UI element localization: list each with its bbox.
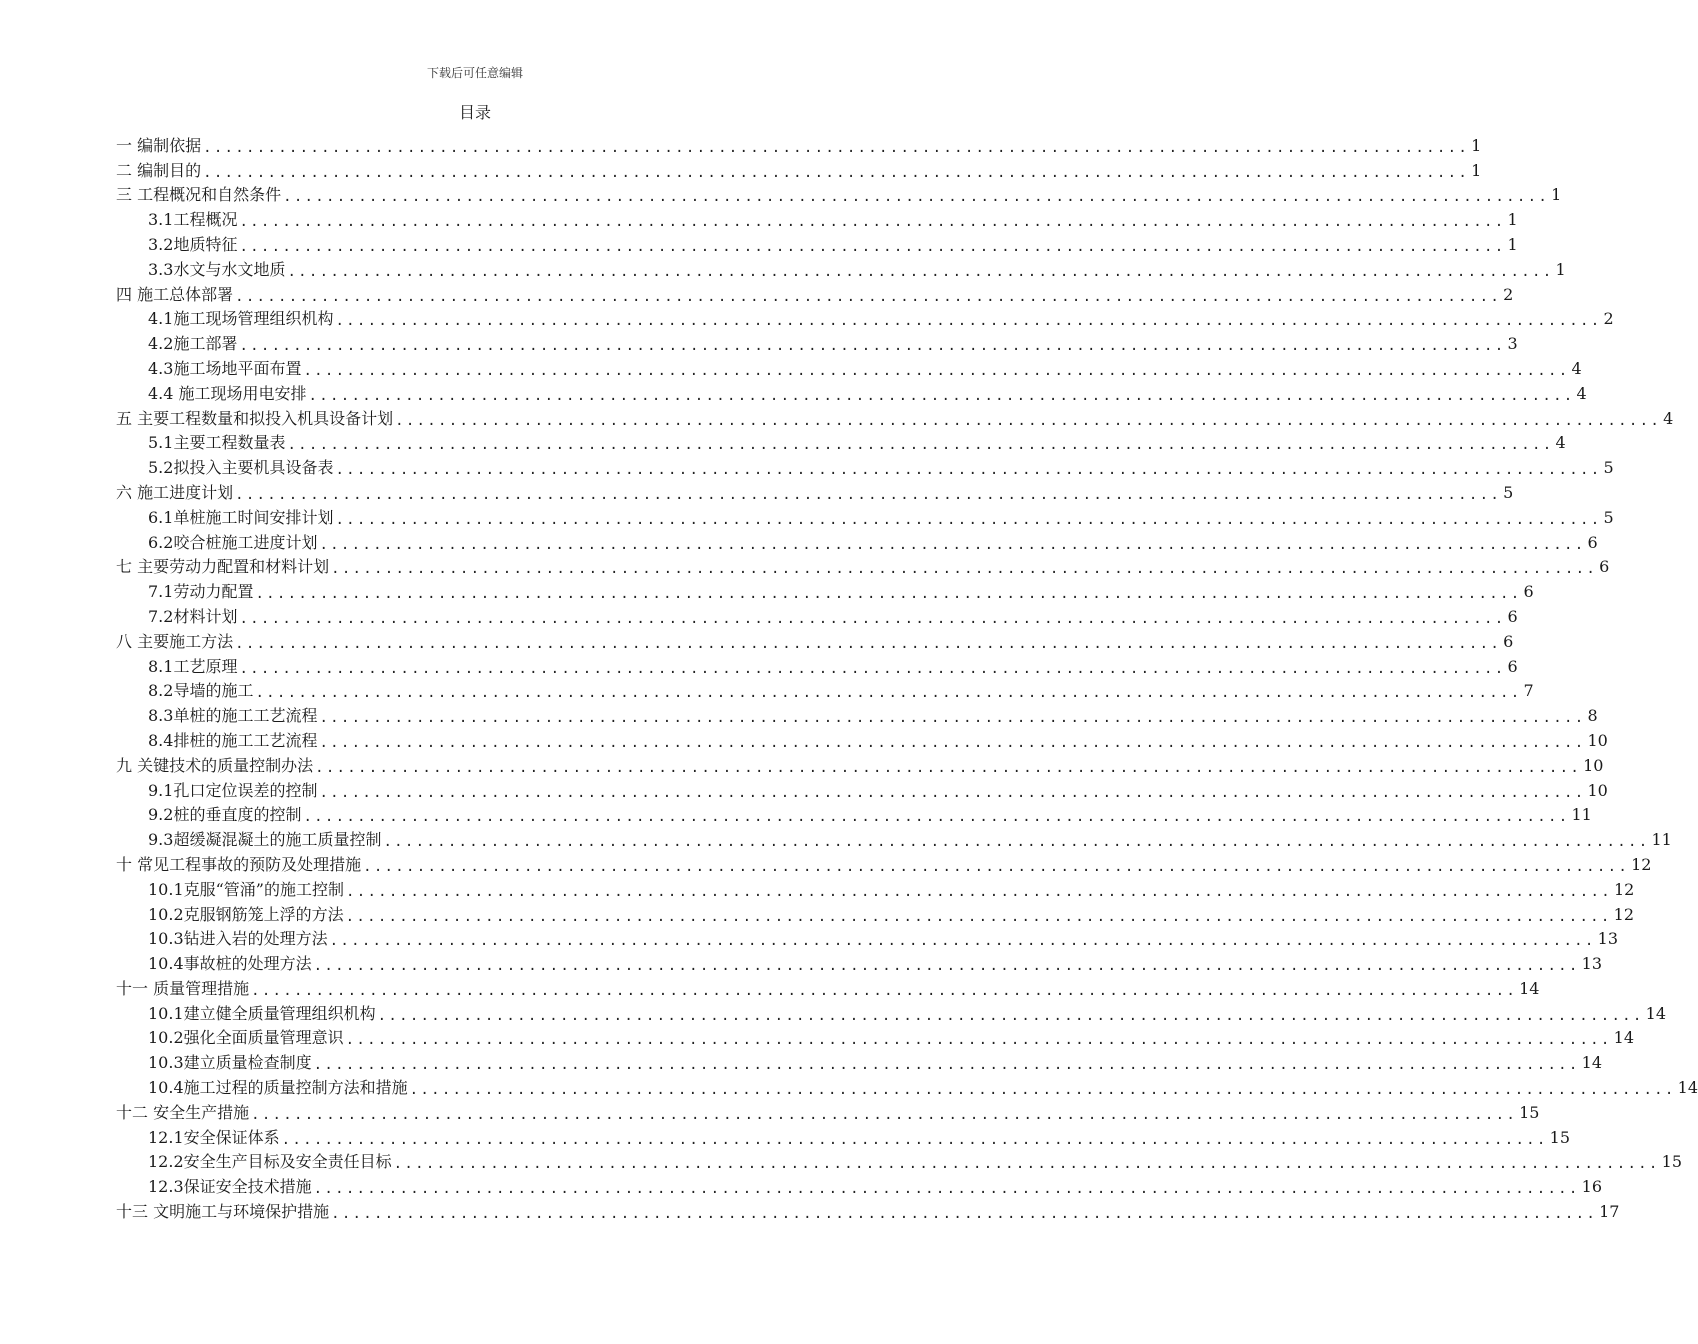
toc-entry[interactable] xyxy=(116,183,1562,208)
toc-entry-page: 4 xyxy=(1576,383,1587,403)
toc-leader-dots: ...................................................................................................................... xyxy=(319,734,1586,751)
toc-entry-title: 七 主要劳动力配置和材料计划 xyxy=(116,557,330,577)
toc-entry-page: 10 xyxy=(1583,755,1604,775)
toc-leader-dots: ...................................................................................................................... xyxy=(203,139,1470,156)
toc-entry-title: 10.4施工过程的质量控制方法和措施 xyxy=(148,1078,408,1098)
toc-leader-dots: ...................................................................................................................... xyxy=(329,933,1596,950)
toc-entry[interactable] xyxy=(116,1125,1570,1150)
toc-leader-dots: ...................................................................................................................... xyxy=(203,164,1470,181)
toc-entry-page: 10 xyxy=(1587,730,1608,750)
page-header: 下载后可任意编辑 xyxy=(426,66,523,80)
toc-entry-page: 17 xyxy=(1599,1202,1620,1222)
toc-leader-dots: ...................................................................................................................... xyxy=(315,759,1582,776)
toc-entry-title: 10.1建立健全质量管理组织机构 xyxy=(148,1003,376,1023)
toc-leader-dots: ...................................................................................................................... xyxy=(346,883,1612,900)
toc-entry-title: 8.4排桩的施工工艺流程 xyxy=(148,730,318,750)
toc-entry[interactable] xyxy=(116,1199,1620,1224)
toc-entry[interactable] xyxy=(116,480,1514,505)
toc-entry-page: 10 xyxy=(1587,780,1608,800)
toc-entry-title: 10.3建立质量检查制度 xyxy=(148,1053,312,1073)
toc-entry-title: 四 施工总体部署 xyxy=(116,284,234,304)
toc-entry[interactable] xyxy=(116,1050,1602,1075)
toc-entry[interactable] xyxy=(116,1174,1602,1199)
toc-leader-dots: ...................................................................................................................... xyxy=(255,685,1522,702)
toc-leader-dots: ...................................................................................................................... xyxy=(319,710,1586,727)
toc-entry-title: 一 编制依据 xyxy=(116,135,202,155)
toc-entry-page: 11 xyxy=(1651,830,1672,850)
toc-leader-dots: ...................................................................................................................... xyxy=(251,1106,1518,1123)
toc-leader-dots: ...................................................................................................................... xyxy=(239,660,1506,677)
toc-entry[interactable] xyxy=(116,604,1518,629)
toc-list xyxy=(116,133,1698,1224)
toc-entry[interactable] xyxy=(116,951,1602,976)
toc-entry-title: 六 施工进度计划 xyxy=(116,482,234,502)
toc-leader-dots: ...................................................................................................................... xyxy=(313,958,1580,975)
toc-entry-title: 5.1主要工程数量表 xyxy=(148,433,286,453)
toc-entry-title: 10.4事故桩的处理方法 xyxy=(148,954,312,974)
toc-entry-page: 13 xyxy=(1597,929,1618,949)
toc-entry-page: 14 xyxy=(1519,978,1540,998)
toc-entry-page: 4 xyxy=(1555,433,1566,453)
toc-leader-dots: ...................................................................................................................... xyxy=(283,189,1550,206)
toc-entry-page: 6 xyxy=(1587,532,1598,552)
toc-entry-page: 1 xyxy=(1471,160,1482,180)
toc-entry-title: 8.3单桩的施工工艺流程 xyxy=(148,706,318,726)
toc-entry-page: 13 xyxy=(1581,954,1602,974)
toc-entry-page: 15 xyxy=(1519,1102,1540,1122)
toc-entry[interactable] xyxy=(116,530,1598,555)
toc-entry-page: 1 xyxy=(1507,210,1518,230)
toc-entry-page: 4 xyxy=(1571,358,1582,378)
toc-leader-dots: ...................................................................................................................... xyxy=(393,1156,1660,1173)
toc-entry-page: 1 xyxy=(1507,234,1518,254)
toc-entry-page: 12 xyxy=(1631,854,1652,874)
toc-entry[interactable] xyxy=(116,1001,1666,1026)
toc-entry[interactable] xyxy=(116,232,1518,257)
toc-entry[interactable] xyxy=(116,803,1592,828)
toc-leader-dots: ...................................................................................................................... xyxy=(331,561,1598,578)
toc-entry-title: 4.3施工场地平面布置 xyxy=(148,358,302,378)
toc-entry-page: 11 xyxy=(1571,805,1592,825)
toc-leader-dots: ...................................................................................................................... xyxy=(235,635,1502,652)
toc-leader-dots: ...................................................................................................................... xyxy=(239,238,1506,255)
toc-entry-title: 五 主要工程数量和拟投入机具设备计划 xyxy=(116,408,394,428)
toc-entry-page: 14 xyxy=(1677,1078,1698,1098)
toc-entry-page: 1 xyxy=(1555,259,1566,279)
toc-leader-dots: ...................................................................................................................... xyxy=(287,263,1554,280)
toc-entry[interactable] xyxy=(116,827,1672,852)
toc-leader-dots: ...................................................................................................................... xyxy=(395,412,1662,429)
toc-entry[interactable] xyxy=(116,976,1540,1001)
toc-entry-title: 3.1工程概况 xyxy=(148,210,238,230)
toc-entry-title: 10.3钻进入岩的处理方法 xyxy=(148,929,328,949)
toc-entry-title: 10.2克服钢筋笼上浮的方法 xyxy=(148,904,344,924)
toc-entry-title: 12.2安全生产目标及安全责任目标 xyxy=(148,1152,392,1172)
toc-entry-title: 九 关键技术的质量控制办法 xyxy=(116,755,314,775)
toc-entry-title: 三 工程概况和自然条件 xyxy=(116,185,282,205)
toc-leader-dots: ...................................................................................................................... xyxy=(383,834,1650,851)
toc-entry[interactable] xyxy=(116,207,1518,232)
toc-entry-title: 十二 安全生产措施 xyxy=(116,1102,250,1122)
toc-leader-dots: ...................................................................................................................... xyxy=(335,313,1602,330)
toc-entry-title: 10.2强化全面质量管理意识 xyxy=(148,1028,344,1048)
toc-entry-title: 5.2拟投入主要机具设备表 xyxy=(148,458,334,478)
toc-entry[interactable] xyxy=(116,1075,1698,1100)
toc-leader-dots: ...................................................................................................................... xyxy=(235,486,1502,503)
toc-leader-dots: ...................................................................................................................... xyxy=(313,1057,1580,1074)
toc-leader-dots: ...................................................................................................................... xyxy=(239,338,1506,355)
toc-entry[interactable] xyxy=(116,406,1674,431)
toc-entry[interactable] xyxy=(116,431,1566,456)
toc-entry-page: 16 xyxy=(1581,1177,1602,1197)
toc-entry-page: 14 xyxy=(1581,1053,1602,1073)
toc-title: 目录 xyxy=(458,103,491,122)
toc-entry-title: 6.2咬合桩施工进度计划 xyxy=(148,532,318,552)
toc-entry-title: 8.1工艺原理 xyxy=(148,656,238,676)
toc-entry-page: 5 xyxy=(1603,507,1614,527)
toc-entry[interactable] xyxy=(116,133,1482,158)
toc-leader-dots: ...................................................................................................................... xyxy=(235,288,1502,305)
toc-entry-title: 12.3保证安全技术措施 xyxy=(148,1177,312,1197)
toc-entry[interactable] xyxy=(116,505,1614,530)
toc-leader-dots: ...................................................................................................................... xyxy=(363,858,1630,875)
toc-leader-dots: ...................................................................................................................... xyxy=(239,214,1506,231)
toc-entry-title: 12.1安全保证体系 xyxy=(148,1127,280,1147)
toc-entry[interactable] xyxy=(116,927,1618,952)
toc-entry[interactable] xyxy=(116,852,1652,877)
toc-entry-page: 14 xyxy=(1613,1028,1634,1048)
toc-leader-dots: ...................................................................................................................... xyxy=(287,437,1554,454)
toc-leader-dots: ...................................................................................................................... xyxy=(319,536,1586,553)
toc-entry-title: 4.4 施工现场用电安排 xyxy=(148,383,307,403)
toc-leader-dots: ...................................................................................................................... xyxy=(239,610,1506,627)
toc-entry[interactable] xyxy=(116,703,1598,728)
toc-leader-dots: ...................................................................................................................... xyxy=(377,1007,1644,1024)
toc-leader-dots: ...................................................................................................................... xyxy=(281,1131,1548,1148)
toc-leader-dots: ...................................................................................................................... xyxy=(308,387,1575,404)
toc-entry-title: 9.3超缓凝混凝土的施工质量控制 xyxy=(148,830,382,850)
toc-entry-title: 4.2施工部署 xyxy=(148,334,238,354)
toc-entry-page: 6 xyxy=(1523,582,1534,602)
toc-entry[interactable] xyxy=(116,381,1587,406)
toc-entry[interactable] xyxy=(116,778,1608,803)
toc-entry-page: 3 xyxy=(1507,334,1518,354)
toc-leader-dots: ...................................................................................................................... xyxy=(345,1032,1612,1049)
toc-entry[interactable] xyxy=(116,629,1514,654)
toc-leader-dots: ...................................................................................................................... xyxy=(345,908,1612,925)
toc-entry-title: 十三 文明施工与环境保护措施 xyxy=(116,1202,330,1222)
toc-entry-title: 7.2材料计划 xyxy=(148,606,238,626)
toc-leader-dots: ...................................................................................................................... xyxy=(335,511,1602,528)
toc-entry-title: 八 主要施工方法 xyxy=(116,631,234,651)
toc-entry-page: 15 xyxy=(1661,1152,1682,1172)
toc-entry[interactable] xyxy=(116,555,1610,580)
toc-entry[interactable] xyxy=(116,307,1614,332)
toc-entry[interactable] xyxy=(116,331,1518,356)
toc-entry-title: 十 常见工程事故的预防及处理措施 xyxy=(116,854,362,874)
toc-entry-page: 6 xyxy=(1507,656,1518,676)
toc-entry-title: 6.1单桩施工时间安排计划 xyxy=(148,507,334,527)
toc-entry-title: 3.3水文与水文地质 xyxy=(148,259,286,279)
toc-entry[interactable] xyxy=(116,158,1482,183)
toc-entry[interactable] xyxy=(116,1026,1634,1051)
toc-entry-page: 5 xyxy=(1603,458,1614,478)
toc-entry-page: 2 xyxy=(1603,309,1614,329)
toc-entry-page: 12 xyxy=(1614,879,1635,899)
toc-leader-dots: ...................................................................................................................... xyxy=(313,1181,1580,1198)
toc-entry[interactable] xyxy=(116,654,1518,679)
toc-entry[interactable] xyxy=(116,579,1534,604)
toc-entry-page: 4 xyxy=(1663,408,1674,428)
toc-entry-title: 8.2导墙的施工 xyxy=(148,681,254,701)
toc-entry-page: 7 xyxy=(1523,681,1534,701)
toc-entry-title: 4.1施工现场管理组织机构 xyxy=(148,309,334,329)
toc-entry[interactable] xyxy=(116,902,1634,927)
toc-entry-page: 8 xyxy=(1587,706,1598,726)
toc-leader-dots: ...................................................................................................................... xyxy=(335,462,1602,479)
toc-entry-title: 3.2地质特征 xyxy=(148,234,238,254)
toc-entry[interactable] xyxy=(116,679,1534,704)
toc-entry-title: 10.1克服“管涌”的施工控制 xyxy=(148,879,344,899)
toc-entry-page: 1 xyxy=(1471,135,1482,155)
toc-entry[interactable] xyxy=(116,257,1566,282)
toc-entry-title: 十一 质量管理措施 xyxy=(116,978,250,998)
toc-entry-page: 2 xyxy=(1503,284,1514,304)
toc-entry-page: 6 xyxy=(1599,557,1610,577)
toc-entry-page: 15 xyxy=(1549,1127,1570,1147)
toc-entry-page: 6 xyxy=(1507,606,1518,626)
toc-leader-dots: ...................................................................................................................... xyxy=(409,1082,1676,1099)
toc-entry[interactable] xyxy=(116,753,1604,778)
toc-entry[interactable] xyxy=(116,282,1514,307)
toc-entry-title: 二 编制目的 xyxy=(116,160,202,180)
toc-leader-dots: ...................................................................................................................... xyxy=(303,362,1570,379)
toc-leader-dots: ...................................................................................................................... xyxy=(251,982,1518,999)
toc-entry[interactable] xyxy=(116,1150,1682,1175)
toc-entry-title: 9.2桩的垂直度的控制 xyxy=(148,805,302,825)
toc-entry-page: 5 xyxy=(1503,482,1514,502)
toc-leader-dots: ...................................................................................................................... xyxy=(319,784,1586,801)
toc-entry[interactable] xyxy=(116,356,1582,381)
toc-leader-dots: ...................................................................................................................... xyxy=(331,1206,1598,1223)
toc-entry[interactable] xyxy=(116,1100,1540,1125)
toc-entry[interactable] xyxy=(116,728,1608,753)
toc-entry-page: 1 xyxy=(1551,185,1562,205)
toc-entry[interactable] xyxy=(116,455,1614,480)
toc-entry-page: 12 xyxy=(1613,904,1634,924)
toc-entry-title: 7.1劳动力配置 xyxy=(148,582,254,602)
toc-leader-dots: ...................................................................................................................... xyxy=(303,809,1570,826)
toc-entry-page: 6 xyxy=(1503,631,1514,651)
toc-entry[interactable] xyxy=(116,877,1635,902)
toc-leader-dots: ...................................................................................................................... xyxy=(255,586,1522,603)
toc-entry-title: 9.1孔口定位误差的控制 xyxy=(148,780,318,800)
toc-entry-page: 14 xyxy=(1645,1003,1666,1023)
